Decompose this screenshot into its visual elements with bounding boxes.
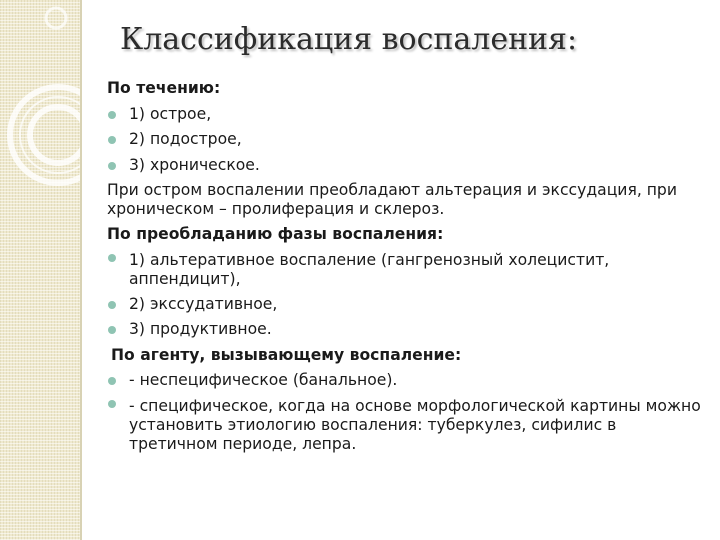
- side-band-edge: [80, 0, 82, 540]
- bullet-icon: [108, 111, 116, 119]
- list-item: [107, 292, 707, 318]
- list-item-text: - неспецифическое (банальное).: [129, 371, 398, 389]
- bullet-icon: [108, 254, 116, 262]
- bullet-icon: [108, 400, 116, 408]
- list-item-text: 3) хроническое.: [129, 155, 260, 174]
- slide-content: [107, 76, 707, 457]
- list-item-text: 1) острое,: [129, 104, 212, 123]
- list-item: [107, 394, 707, 457]
- list-item-text: 3) продуктивное.: [129, 320, 272, 338]
- list-item-text: 2) подострое,: [129, 130, 242, 148]
- list-item: [107, 368, 707, 394]
- bullet-icon: [108, 136, 116, 144]
- list-item-text: 2) экссудативное,: [129, 294, 278, 313]
- list-item-text: - специфическое, когда на основе морфологической картины можно установить этиологию воспаления: туберкулез, сифилис в третичном периоде, лепра.: [129, 396, 701, 453]
- list-item: [107, 153, 707, 179]
- bullet-icon: [108, 301, 116, 309]
- decorative-side-band: [0, 0, 80, 540]
- list-item-text: 1) альтеративное воспаление (гангренозный холецистит, аппендицит),: [129, 250, 610, 288]
- list-item: [107, 317, 707, 343]
- list-item: [107, 127, 707, 153]
- section-heading-phase: По преобладанию фазы воспаления:: [107, 225, 444, 243]
- bullet-icon: [108, 162, 116, 170]
- slide-title: Классификация воспаления:: [120, 22, 578, 57]
- list-item: [107, 248, 707, 292]
- section-heading-agent: По агенту, вызывающему воспаление:: [111, 345, 462, 364]
- bullet-icon: [108, 377, 116, 385]
- course-note: При остром воспалении преобладают альтерация и экссудация, при хроническом – пролиферация и склероз.: [107, 181, 677, 218]
- section-heading-course: По течению:: [107, 79, 221, 97]
- bullet-icon: [108, 326, 116, 334]
- list-item: [107, 102, 707, 128]
